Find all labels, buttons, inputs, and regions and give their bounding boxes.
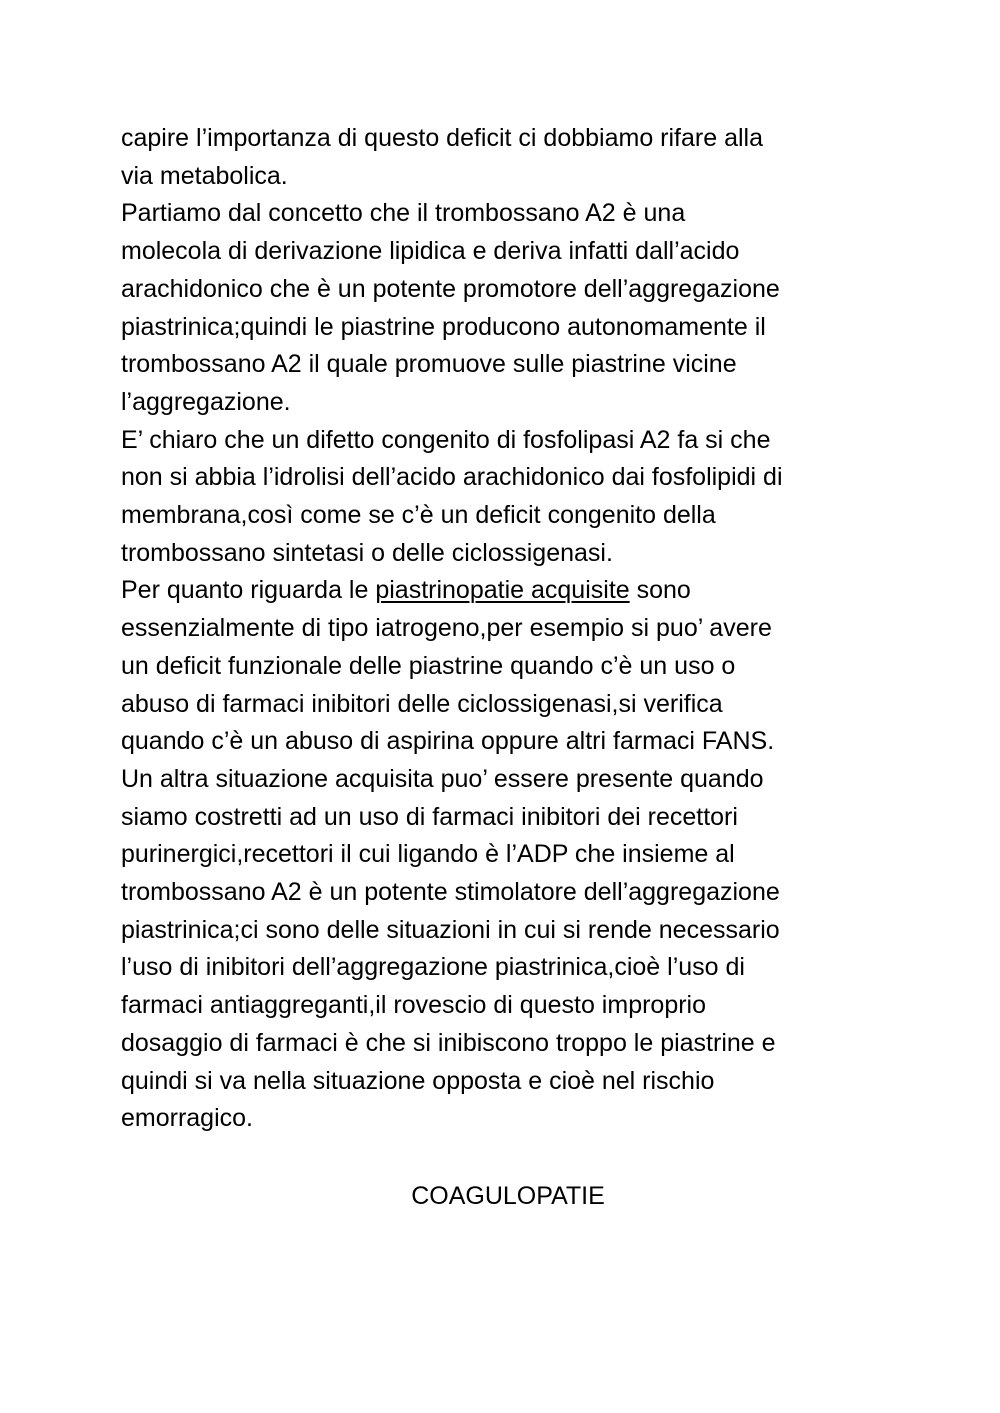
text-line: trombossano sintetasi o delle ciclossigenasi. [121, 538, 613, 567]
text-segment: Per quanto riguarda le [121, 576, 376, 605]
text-line: Un altra situazione acquisita puo’ essere presente quando [121, 764, 764, 793]
text-line: Partiamo dal concetto che il trombossano A2 è una [121, 199, 686, 228]
text-line: via metabolica. [121, 161, 288, 190]
text-line: dosaggio di farmaci è che si inibiscono troppo le piastrine e [121, 1028, 776, 1057]
text-line: piastrinica;ci sono delle situazioni in cui si rende necessario [121, 915, 780, 944]
underlined-term: piastrinopatie acquisite [375, 576, 630, 605]
text-line: piastrinica;quindi le piastrine producono autonomamente il [121, 312, 766, 341]
text-line: quindi si va nella situazione opposta e cioè nel rischio [121, 1066, 715, 1095]
text-line: trombossano A2 è un potente stimolatore dell’aggregazione [121, 878, 780, 907]
text-line: E’ chiaro che un difetto congenito di fosfolipasi A2 fa si che [121, 425, 771, 454]
text-line: membrana,così come se c’è un deficit congenito della [121, 501, 716, 530]
text-line: purinergici,recettori il cui ligando è l’ADP che insieme al [121, 840, 735, 869]
text-line: un deficit funzionale delle piastrine quando c’è un uso o [121, 651, 736, 680]
text-line: trombossano A2 il quale promuove sulle piastrine vicine [121, 350, 737, 379]
text-line: l’uso di inibitori dell’aggregazione piastrinica,cioè l’uso di [121, 953, 745, 982]
text-line: arachidonico che è un potente promotore dell’aggregazione [121, 274, 780, 303]
text-line: non si abbia l’idrolisi dell’acido arachidonico dai fosfolipidi di [121, 463, 783, 492]
text-line: quando c’è un abuso di aspirina oppure altri farmaci FANS. [121, 727, 775, 756]
text-line: l’aggregazione. [121, 387, 291, 416]
body-text [121, 120, 901, 1138]
text-segment: sono [629, 576, 691, 605]
text-line: molecola di derivazione lipidica e deriva infatti dall’acido [121, 237, 740, 266]
text-line: capire l’importanza di questo deficit ci dobbiamo rifare alla [121, 124, 763, 152]
acquired-platelet-disorders-line [121, 572, 901, 610]
text-line: farmaci antiaggreganti,il rovescio di questo improprio [121, 991, 707, 1020]
text-line: siamo costretti ad un uso di farmaci inibitori dei recettori [121, 802, 738, 831]
section-heading: COAGULOPATIE [411, 1182, 605, 1210]
text-line: essenzialmente di tipo iatrogeno,per esempio si puo’ avere [121, 614, 772, 643]
text-line: abuso di farmaci inibitori delle ciclossigenasi,si verifica [121, 689, 723, 718]
text-line: emorragico. [121, 1104, 253, 1133]
